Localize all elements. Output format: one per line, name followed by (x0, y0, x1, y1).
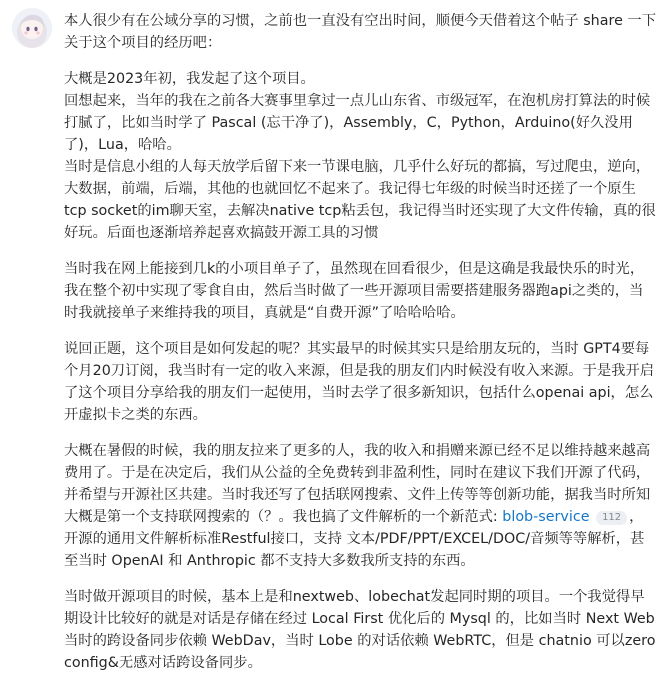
post-paragraph-1-line-2: 回想起来，当年的我在之前各大赛事里拿过一点儿山东省、市级冠军，在泡机房打算法的时候打腻了，比如当时学了 Pascal (忘干净了)，Assembly，C，Python，Arduino(好久没用了)，Lua，哈哈。 (64, 93, 651, 153)
post-paragraph-3: 说回正题，这个项目是如何发起的呢？其实最早的时候其实只是给朋友玩的，当时 GPT4要每个月20刀订阅，我当时有一定的收入来源，但是我的朋友们内时候没有收入来源。于是我开启了这个项目分享给我的朋友们一起使用，当时去学了很多新知识，包括什么openai api，怎么开虚拟卡之类的东西。 (64, 341, 655, 423)
blob-service-link[interactable]: blob-service (502, 509, 590, 525)
post-content (64, 10, 656, 674)
post-paragraph-2: 当时我在网上能接到几k的小项目单子了，虽然现在回看很少，但是这确是我最快乐的时光，我在整个初中实现了零食自由，然后当时做了一些开源项目需要搭建服务器跑api之类的，当时我就接单子来维持我的项目，真就是“自费开源”了哈哈哈哈。 (64, 261, 645, 321)
avatar[interactable] (12, 8, 52, 48)
anime-avatar-icon (12, 8, 52, 48)
post-paragraph-4-text-a: 大概在暑假的时候，我的朋友拉来了更多的人，我的收入和捐赠来源已经不足以维持越来越高费用了。于是在决定后，我们从公益的全免费转到非盈利性，同时在建议下我们开源了代码，并希望与开源社区共建。当时我还写了包括联网搜索、文件上传等等创新功能，据我当时所知大概是第一个支持联网搜索的（？。我也搞了文件解析的一个新范式: (64, 443, 651, 525)
post-paragraph-5: 当时做开源项目的时候，基本上是和nextweb、lobechat发起同时期的项目。一个我觉得早期设计比较好的就是对话是存储在经过 Local First 优化后的 Mysql 的，比如当时 Next Web 当时的跨设备同步依赖 WebDav，当时 Lobe 的对话依赖 WebRTC，但是 chatnio 可以zero config&无感对话跨设备同步。 (64, 589, 656, 671)
post-paragraph-4 (64, 440, 656, 572)
post-paragraph-1-line-3: 当时是信息小组的人每天放学后留下来一节课电脑，几乎什么好玩的都搞，写过爬虫，逆向，大数据，前端，后端，其他的也就回忆不起来了。我记得七年级的时候当时还搓了一个原生tcp socket的im聊天室，去解决native tcp粘丢包，我记得当时还实现了大文件传输，真的很好玩。后面也逐渐培养起喜欢搞鼓开源工具的习惯 (64, 159, 656, 241)
post-intro: 本人很少有在公域分享的习惯，之前也一直没有空出时间，顺便今天借着这个帖子 share 一下关于这个项目的经历吧： (64, 13, 656, 51)
post-paragraph-1-line-1: 大概是2023年初，我发起了这个项目。 (64, 71, 315, 87)
link-count-badge: 112 (596, 511, 627, 525)
post-paragraph-4-text-b: ，开源的通用文件解析标准Restful接口，支持 文本/PDF/PPT/EXCEL/DOC/音频等等解析，甚至当时 OpenAI 和 Anthropic 都不支持大多数我所支持的东西。 (64, 509, 645, 569)
